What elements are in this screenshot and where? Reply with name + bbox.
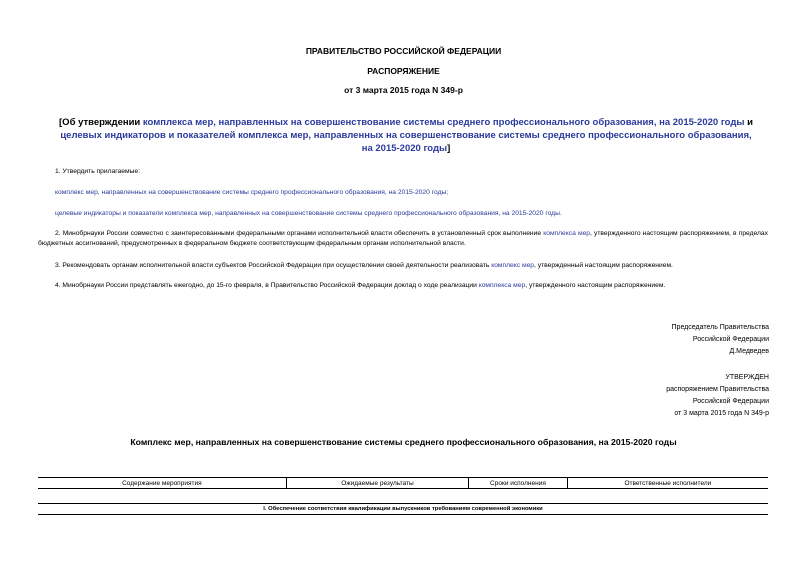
approval-line-1: УТВЕРЖДЕН <box>725 374 769 381</box>
approval-block <box>666 372 769 420</box>
p4-text-a: 4. Минобрнауки России представлять ежегодно, до 15-го февраля, в Правительство Российской Федерации доклад о ходе реализации <box>55 282 479 289</box>
link-measures[interactable]: комплекс мер, направленных на совершенствование системы среднего профессионального образования, на 2015-2020 годы; <box>55 189 449 196</box>
measures-table <box>38 477 768 489</box>
document-title: Комплекс мер, направленных на совершенствование системы среднего профессионального образования, на 2015-2020 годы <box>130 437 677 447</box>
p4-text-b: , утвержденного настоящим распоряжением. <box>525 282 666 289</box>
government-heading: ПРАВИТЕЛЬСТВО РОССИЙСКОЙ ФЕДЕРАЦИИ <box>305 46 502 56</box>
title-link-measures[interactable]: комплекса мер, направленных на совершенствование системы среднего профессионального образования, на 2015-2020 годы <box>142 117 745 128</box>
signature-line-3: Д.Медведев <box>729 348 769 355</box>
p4-link[interactable]: комплекса мер <box>478 282 526 289</box>
title-link-indicators[interactable]: целевых индикаторов и показателей комплекса мер, направленных на совершенствование системы среднего профессионального образования, на 2015-2020 годы <box>60 130 752 154</box>
link-indicators[interactable]: целевые индикаторы и показатели комплекса мер, направленных на совершенствование системы среднего профессионального образования, на 2015-2020 годы. <box>55 210 562 217</box>
date-number: от 3 марта 2015 года N 349-р <box>344 85 463 95</box>
decree-title <box>56 116 756 155</box>
p2-text-b: , утвержденного настоящим распоряжением, в пределах бюджетных ассигнований, предусмотренных в федеральном бюджете соответствующим федеральным органам исполнительной власти. <box>38 230 768 247</box>
approval-line-3: Российской Федерации <box>692 398 769 405</box>
document-type: РАСПОРЯЖЕНИЕ <box>367 66 440 76</box>
title-close: ] <box>447 143 451 154</box>
table-header-row <box>38 478 768 489</box>
paragraph-4 <box>55 281 665 291</box>
p2-link[interactable]: комплекса мер <box>543 230 591 237</box>
p3-text-a: 3. Рекомендовать органам исполнительной власти субъектов Российской Федерации при осуществлении своей деятельности реализовать <box>55 262 492 269</box>
header-responsible: Ответственные исполнители <box>567 478 768 489</box>
signature-block <box>672 322 769 358</box>
title-open: [Об утверждении <box>59 117 143 128</box>
paragraph-3 <box>55 261 673 271</box>
title-and: и <box>744 117 753 128</box>
p3-link[interactable]: комплекс мер <box>491 262 535 269</box>
p3-text-b: , утвержденный настоящим распоряжением. <box>534 262 673 269</box>
header-results: Ожидаемые результаты <box>286 478 469 489</box>
approval-line-4: от 3 марта 2015 года N 349-р <box>674 410 769 417</box>
paragraph-2 <box>38 229 768 249</box>
paragraph-1: 1. Утвердить прилагаемые: <box>55 168 140 175</box>
header-deadlines: Сроки исполнения <box>469 478 568 489</box>
header-content: Содержание мероприятия <box>38 478 286 489</box>
signature-line-1: Председатель Правительства <box>671 324 769 331</box>
p2-text-a: 2. Минобрнауки России совместно с заинтересованными федеральными органами исполнительной власти обеспечить в установленный срок выполнение <box>55 230 544 237</box>
approval-line-2: распоряжением Правительства <box>666 386 769 393</box>
signature-line-2: Российской Федерации <box>692 336 769 343</box>
table-section-1: I. Обеспечение соответствия квалификации выпускников требованиям современной экономики <box>38 503 768 515</box>
